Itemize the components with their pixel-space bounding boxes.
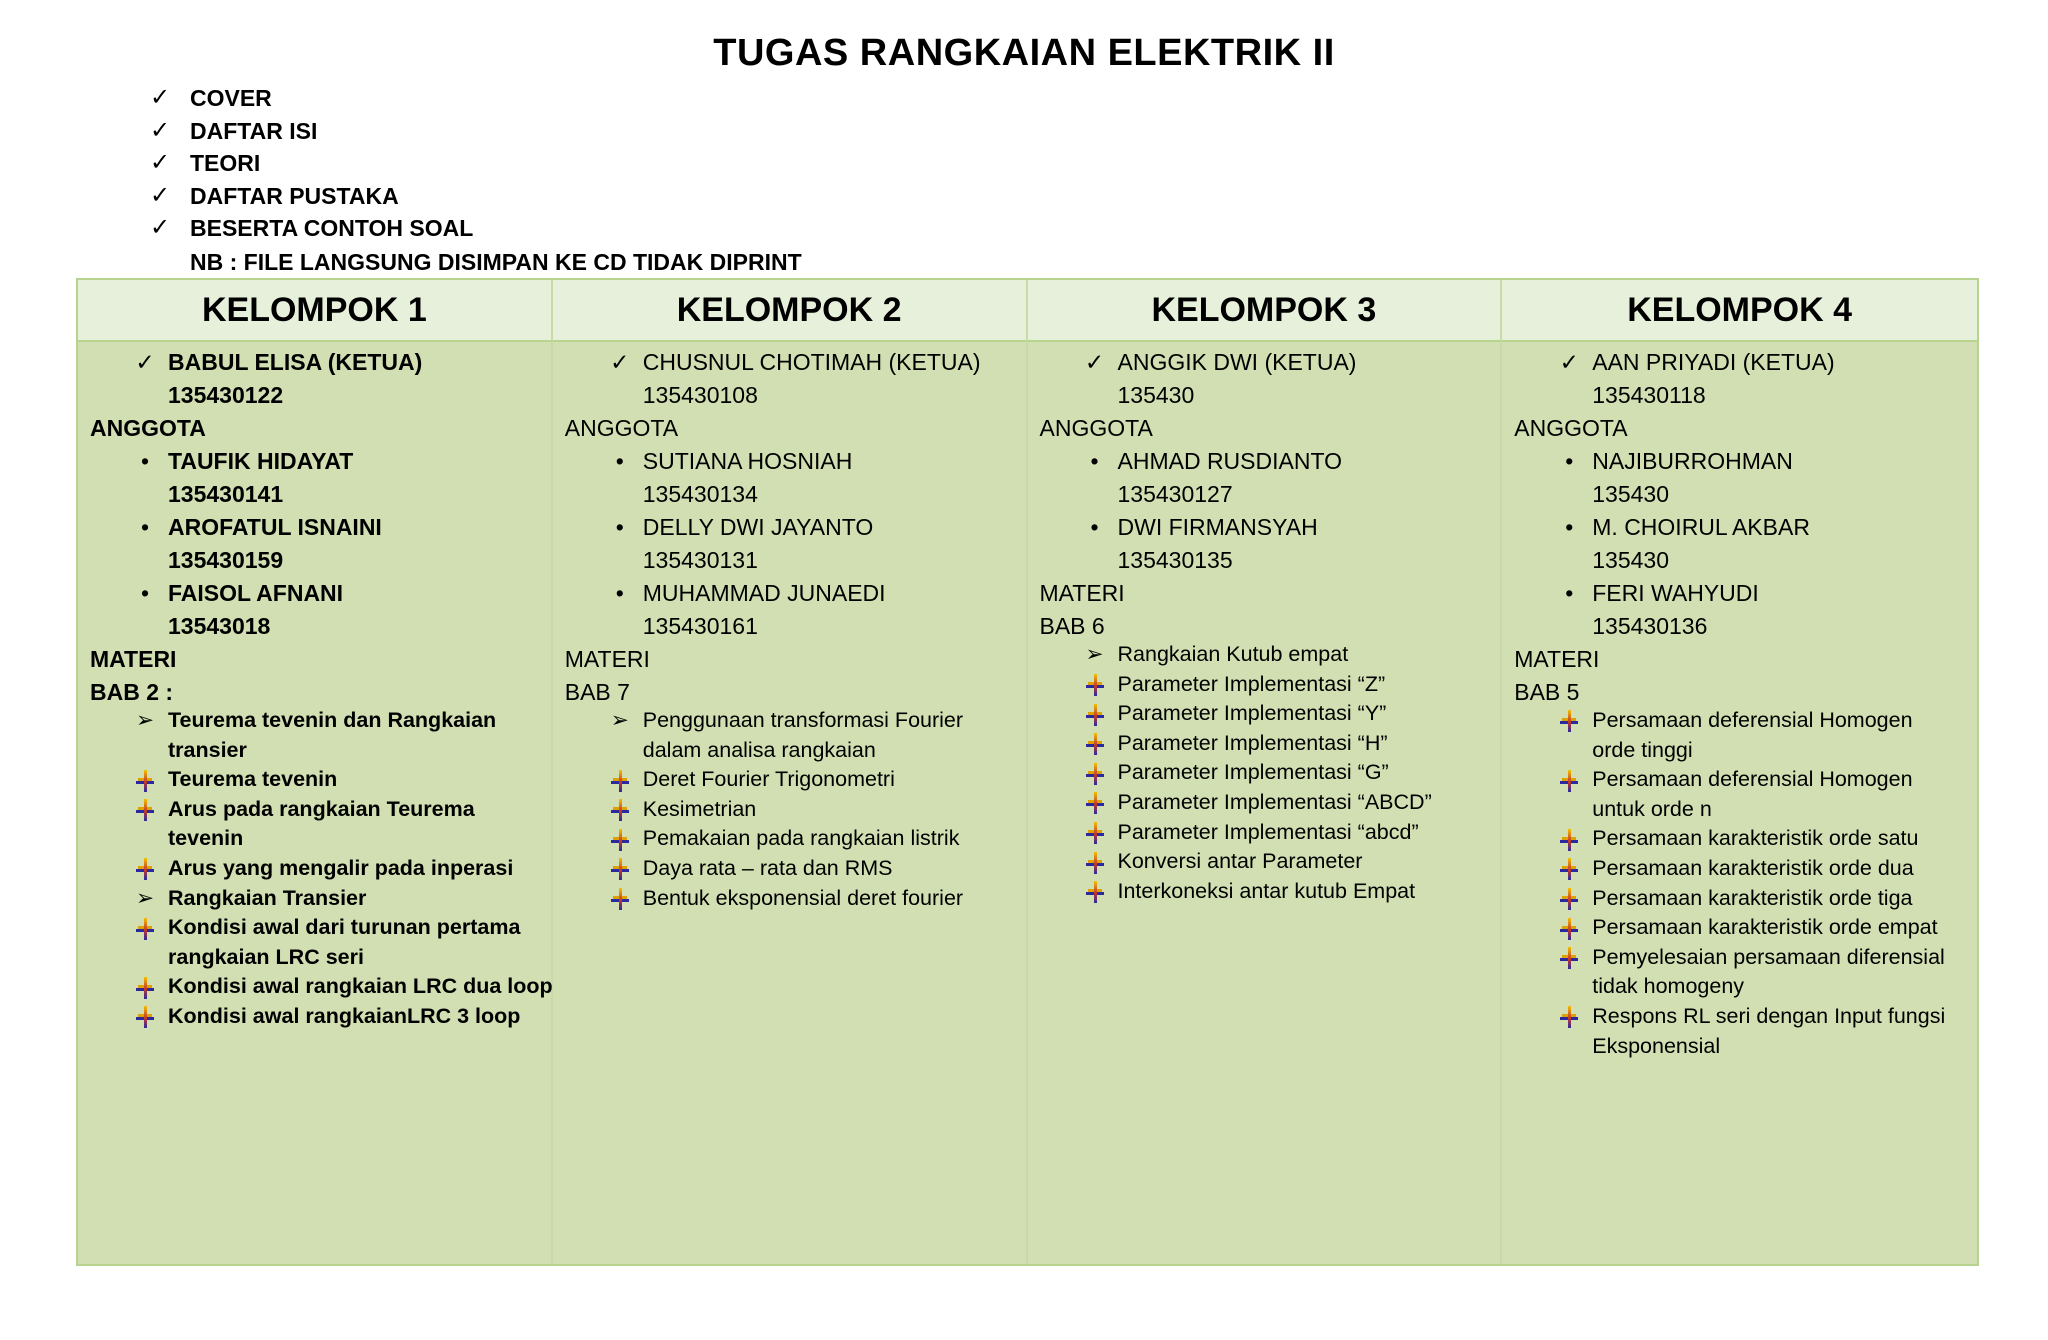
topic-line xyxy=(1502,706,1977,736)
topic-text: Interkoneksi antar kutub Empat xyxy=(1117,878,1416,903)
topic-line xyxy=(1502,824,1977,854)
bullet-icon: • xyxy=(1565,580,1574,606)
topic-text: Rangkaian Transier xyxy=(168,885,367,910)
member-nim: 135430 xyxy=(1592,481,1669,507)
topic-text: untuk orde n xyxy=(1592,796,1712,821)
topic-text: Kondisi awal rangkaianLRC 3 loop xyxy=(168,1004,521,1028)
member-name: AHMAD RUSDIANTO xyxy=(1117,448,1342,474)
topic-text: Parameter Implementasi “Y” xyxy=(1117,701,1387,726)
member-nim: 135430131 xyxy=(642,547,758,573)
member-item xyxy=(1502,511,1977,543)
topic-text: Pemyelesaian persamaan diferensial xyxy=(1592,944,1945,969)
topic-text: Persamaan deferensial Homogen xyxy=(1592,708,1913,732)
plus-bullet-marker xyxy=(130,1002,160,1032)
topic-line xyxy=(1502,1002,1977,1032)
topic-text: Konversi antar Parameter xyxy=(1117,849,1363,874)
member-name: FAISOL AFNANI xyxy=(168,580,344,606)
plus-bullet-icon xyxy=(1086,852,1104,874)
group-table xyxy=(76,278,1979,1266)
topic-line xyxy=(1028,640,1501,670)
document-title: TUGAS RANGKAIAN ELEKTRIK II xyxy=(713,32,1335,74)
section-label: ANGGOTA xyxy=(1039,415,1153,441)
ketua-nim: 135430118 xyxy=(1592,382,1706,408)
materi-label xyxy=(1028,577,1501,609)
bab-label xyxy=(553,676,1026,708)
ketua-line xyxy=(78,346,551,378)
member-nim-line xyxy=(553,544,1026,576)
topic-line xyxy=(553,795,1026,825)
member-item xyxy=(1028,511,1501,543)
checklist-label: COVER xyxy=(190,85,272,111)
topic-text: Parameter Implementasi “Z” xyxy=(1117,671,1386,696)
member-nim: 135430159 xyxy=(168,547,284,573)
topic-text: Persamaan karakteristik orde tiga xyxy=(1592,885,1913,910)
topic-line xyxy=(1028,847,1501,877)
topic-line xyxy=(553,736,1026,766)
member-nim-line xyxy=(78,544,551,576)
topic-text: tevenin xyxy=(168,826,244,851)
member-name: AROFATUL ISNAINI xyxy=(168,514,382,540)
topic-text: Teurema tevenin dan Rangkaian xyxy=(168,708,497,732)
plus-bullet-icon xyxy=(1560,858,1578,880)
topic-text: dalam analisa rangkaian xyxy=(642,737,876,762)
member-nim: 135430161 xyxy=(642,613,758,639)
topic-line xyxy=(78,972,551,1002)
ketua-name: CHUSNUL CHOTIMAH (KETUA) xyxy=(642,349,981,375)
plus-bullet-marker xyxy=(130,854,160,884)
topic-line xyxy=(1028,818,1501,848)
materi-label xyxy=(553,643,1026,675)
member-nim-line xyxy=(1502,610,1977,642)
topic-line xyxy=(78,943,551,973)
group-header-3: KELOMPOK 3 xyxy=(1028,280,1503,342)
bullet-icon: • xyxy=(1565,514,1574,540)
plus-bullet-icon xyxy=(611,858,629,880)
topic-text: Pemakaian pada rangkaian listrik xyxy=(642,826,960,851)
arrow-bullet-icon: ➢ xyxy=(135,885,154,910)
member-nim-line xyxy=(1502,478,1977,510)
member-nim: 135430135 xyxy=(1117,547,1233,573)
topic-line xyxy=(1502,795,1977,825)
plus-bullet-icon xyxy=(1086,763,1104,785)
checkmark-icon: ✓ xyxy=(150,84,171,111)
plus-bullet-marker xyxy=(130,972,160,1002)
member-name: SUTIANA HOSNIAH xyxy=(642,448,853,474)
topic-line xyxy=(1502,1032,1977,1062)
topic-text: Respons RL seri dengan Input fungsi xyxy=(1592,1004,1946,1028)
bullet-icon: • xyxy=(615,448,624,474)
member-name: DELLY DWI JAYANTO xyxy=(642,514,874,540)
section-label: MATERI xyxy=(564,646,650,672)
group-column-4 xyxy=(1502,342,1977,1264)
ketua-nim: 135430122 xyxy=(168,382,284,408)
checklist-item xyxy=(150,212,473,245)
topic-line xyxy=(1502,943,1977,973)
section-label: MATERI xyxy=(1039,580,1125,606)
section-label: MATERI xyxy=(1514,646,1600,672)
plus-bullet-marker xyxy=(130,913,160,943)
member-nim: 135430134 xyxy=(642,481,758,507)
member-name: NAJIBURROHMAN xyxy=(1592,448,1793,474)
member-item xyxy=(78,445,551,477)
topic-line xyxy=(553,765,1026,795)
topic-text: rangkaian LRC seri xyxy=(168,944,364,969)
member-item xyxy=(78,511,551,543)
member-nim-line xyxy=(1502,544,1977,576)
plus-bullet-marker xyxy=(1080,877,1110,907)
bab-text: BAB 5 xyxy=(1514,679,1580,705)
plus-bullet-icon xyxy=(1560,829,1578,851)
plus-bullet-icon xyxy=(1560,1006,1578,1028)
plus-bullet-marker xyxy=(605,884,635,914)
plus-bullet-icon xyxy=(611,770,629,792)
group-header-2: KELOMPOK 2 xyxy=(553,280,1028,342)
ketua-name: BABUL ELISA (KETUA) xyxy=(168,349,423,375)
plus-bullet-icon xyxy=(136,918,154,940)
anggota-label xyxy=(1502,412,1977,444)
member-nim: 135430141 xyxy=(168,481,284,507)
plus-bullet-marker xyxy=(605,795,635,825)
checklist-label: BESERTA CONTOH SOAL xyxy=(190,215,474,242)
topic-text: Parameter Implementasi “ABCD” xyxy=(1117,790,1432,814)
bullet-icon: • xyxy=(1090,448,1099,474)
ketua-nim-line xyxy=(78,379,551,411)
member-nim: 135430 xyxy=(1592,547,1669,573)
member-nim-line xyxy=(1028,478,1501,510)
checklist-item xyxy=(150,115,473,148)
plus-bullet-icon xyxy=(1086,822,1104,844)
group-header-1: KELOMPOK 1 xyxy=(78,280,553,342)
plus-bullet-icon xyxy=(1560,947,1578,969)
group-column-1 xyxy=(78,342,553,1264)
plus-bullet-icon xyxy=(611,829,629,851)
topic-line xyxy=(1028,670,1501,700)
ketua-line xyxy=(1502,346,1977,378)
topic-line xyxy=(1502,765,1977,795)
bullet-icon: • xyxy=(615,514,624,540)
materi-label xyxy=(78,643,551,675)
bab-text: BAB 2 : xyxy=(90,679,174,705)
group-column-3 xyxy=(1028,342,1503,1264)
checklist-label: DAFTAR PUSTAKA xyxy=(190,182,399,209)
topic-text: Kesimetrian xyxy=(642,796,757,821)
member-nim-line xyxy=(78,478,551,510)
task-checklist xyxy=(150,82,473,245)
topic-text: Kondisi awal rangkaian LRC dua loop xyxy=(168,974,553,999)
topic-line xyxy=(1502,913,1977,943)
topic-line xyxy=(78,736,551,766)
ketua-line xyxy=(1028,346,1501,378)
topic-line xyxy=(1028,788,1501,818)
topic-text: Persamaan karakteristik orde satu xyxy=(1592,826,1919,851)
ketua-nim-line xyxy=(553,379,1026,411)
checkmark-icon: ✓ xyxy=(150,149,171,177)
plus-bullet-marker xyxy=(605,824,635,854)
topic-text: orde tinggi xyxy=(1592,737,1693,762)
topic-line xyxy=(553,854,1026,884)
section-label: ANGGOTA xyxy=(1514,415,1628,441)
member-item xyxy=(553,511,1026,543)
bullet-icon: • xyxy=(140,514,150,540)
checkmark-icon: ✓ xyxy=(150,181,171,209)
plus-bullet-marker xyxy=(1554,824,1584,854)
plus-bullet-icon xyxy=(136,858,154,880)
bullet-icon: • xyxy=(1090,514,1099,540)
bullet-icon: • xyxy=(140,580,150,606)
note-text: NB : FILE LANGSUNG DISIMPAN KE CD TIDAK DIPRINT xyxy=(190,249,802,275)
arrow-bullet-icon: ➢ xyxy=(610,708,629,732)
plus-bullet-marker xyxy=(605,765,635,795)
topic-text: Daya rata – rata dan RMS xyxy=(642,856,893,880)
member-item xyxy=(1502,577,1977,609)
member-name: MUHAMMAD JUNAEDI xyxy=(642,580,886,606)
checkmark-icon: ✓ xyxy=(1559,349,1579,375)
plus-bullet-marker xyxy=(1080,818,1110,848)
plus-bullet-marker xyxy=(130,795,160,825)
member-nim-line xyxy=(553,610,1026,642)
plus-bullet-icon xyxy=(136,770,154,792)
ketua-line xyxy=(553,346,1026,378)
topic-line xyxy=(78,1002,551,1032)
plus-bullet-marker xyxy=(605,854,635,884)
plus-bullet-icon xyxy=(1560,918,1578,940)
topic-line xyxy=(78,765,551,795)
topic-text: Parameter Implementasi “G” xyxy=(1117,760,1389,785)
topic-line xyxy=(78,913,551,943)
section-label: MATERI xyxy=(90,646,177,672)
checkmark-icon: ✓ xyxy=(150,214,171,242)
bullet-icon: • xyxy=(1565,448,1574,474)
member-name: DWI FIRMANSYAH xyxy=(1117,514,1318,540)
checkmark-icon: ✓ xyxy=(135,349,155,375)
plus-bullet-icon xyxy=(136,1006,154,1028)
plus-bullet-marker xyxy=(1554,765,1584,795)
topic-line xyxy=(78,795,551,825)
group-column-2 xyxy=(553,342,1028,1264)
plus-bullet-marker xyxy=(1554,1002,1584,1032)
member-name: M. CHOIRUL AKBAR xyxy=(1592,514,1810,540)
topic-text: Deret Fourier Trigonometri xyxy=(642,767,895,792)
plus-bullet-marker xyxy=(1080,699,1110,729)
topic-line xyxy=(1028,877,1501,907)
bullet-icon: • xyxy=(615,580,624,606)
plus-bullet-icon xyxy=(1086,704,1104,726)
ketua-nim-line xyxy=(1502,379,1977,411)
bab-text: BAB 6 xyxy=(1039,613,1105,639)
topic-text: Arus yang mengalir pada inperasi xyxy=(168,856,514,880)
group-header-4: KELOMPOK 4 xyxy=(1502,280,1977,342)
plus-bullet-icon xyxy=(1086,792,1104,814)
topic-line xyxy=(553,824,1026,854)
topic-text: Rangkaian Kutub empat xyxy=(1117,642,1349,666)
plus-bullet-marker xyxy=(1554,706,1584,736)
member-nim-line xyxy=(1028,544,1501,576)
topic-text: Teurema tevenin xyxy=(168,767,338,792)
anggota-label xyxy=(1028,412,1501,444)
checklist-item xyxy=(150,82,473,115)
plus-bullet-marker xyxy=(1080,847,1110,877)
anggota-label xyxy=(553,412,1026,444)
plus-bullet-icon xyxy=(1560,888,1578,910)
plus-bullet-marker xyxy=(1080,670,1110,700)
topic-line xyxy=(1502,884,1977,914)
topic-text: Penggunaan transformasi Fourier xyxy=(642,708,964,732)
ketua-name: ANGGIK DWI (KETUA) xyxy=(1117,349,1357,375)
member-name: FERI WAHYUDI xyxy=(1592,580,1759,606)
bab-label xyxy=(1028,610,1501,642)
topic-text: Parameter Implementasi “H” xyxy=(1117,730,1388,755)
plus-bullet-icon xyxy=(611,888,629,910)
plus-bullet-icon xyxy=(1086,881,1104,903)
ketua-nim-line xyxy=(1028,379,1501,411)
plus-bullet-icon xyxy=(1560,770,1578,792)
topic-line xyxy=(1028,729,1501,759)
topic-line xyxy=(1502,972,1977,1002)
plus-bullet-icon xyxy=(136,977,154,999)
checklist-item xyxy=(150,180,473,213)
plus-bullet-marker xyxy=(1554,854,1584,884)
plus-bullet-icon xyxy=(136,799,154,821)
plus-bullet-marker xyxy=(1080,788,1110,818)
topic-line xyxy=(1028,699,1501,729)
member-item xyxy=(1502,445,1977,477)
topic-text: Persamaan karakteristik orde dua xyxy=(1592,856,1914,880)
section-label: ANGGOTA xyxy=(90,415,206,441)
plus-bullet-icon xyxy=(611,799,629,821)
plus-bullet-icon xyxy=(1560,710,1578,732)
topic-line xyxy=(1502,854,1977,884)
topic-text: Persamaan deferensial Homogen xyxy=(1592,767,1913,792)
materi-label xyxy=(1502,643,1977,675)
member-item xyxy=(78,577,551,609)
topic-text: Persamaan karakteristik orde empat xyxy=(1592,915,1938,940)
checklist-label: TEORI xyxy=(190,150,261,177)
topic-text: Eksponensial xyxy=(1592,1033,1721,1058)
member-nim-line xyxy=(78,610,551,642)
plus-bullet-marker xyxy=(1554,913,1584,943)
member-nim: 135430136 xyxy=(1592,613,1708,639)
member-nim: 135430127 xyxy=(1117,481,1233,507)
checkmark-icon: ✓ xyxy=(1084,349,1105,375)
plus-bullet-marker xyxy=(130,765,160,795)
member-item xyxy=(553,577,1026,609)
plus-bullet-marker xyxy=(1554,884,1584,914)
topic-text: Parameter Implementasi “abcd” xyxy=(1117,819,1419,844)
plus-bullet-marker xyxy=(1554,943,1584,973)
member-item xyxy=(553,445,1026,477)
checkmark-icon: ✓ xyxy=(610,349,630,375)
member-item xyxy=(1028,445,1501,477)
checklist-label: DAFTAR ISI xyxy=(190,117,318,144)
arrow-bullet-icon: ➢ xyxy=(135,708,154,732)
bab-text: BAB 7 xyxy=(564,679,630,705)
member-nim-line xyxy=(553,478,1026,510)
bab-label xyxy=(78,676,551,708)
ketua-nim: 135430108 xyxy=(642,382,758,408)
topic-line xyxy=(78,706,551,736)
plus-bullet-icon xyxy=(1086,674,1104,696)
checklist-item xyxy=(150,147,473,180)
topic-line xyxy=(553,706,1026,736)
topic-text: Arus pada rangkaian Teurema xyxy=(168,796,475,821)
topic-line xyxy=(78,854,551,884)
plus-bullet-marker xyxy=(1080,758,1110,788)
section-label: ANGGOTA xyxy=(564,415,679,441)
bullet-icon: • xyxy=(140,448,150,474)
topic-line xyxy=(1502,736,1977,766)
plus-bullet-marker xyxy=(1080,729,1110,759)
member-nim: 13543018 xyxy=(168,613,271,639)
topic-line xyxy=(1028,758,1501,788)
arrow-bullet-icon: ➢ xyxy=(1085,642,1104,666)
topic-text: Kondisi awal dari turunan pertama xyxy=(168,915,521,940)
anggota-label xyxy=(78,412,551,444)
topic-line xyxy=(78,884,551,914)
topic-text: transier xyxy=(168,737,247,762)
topic-text: tidak homogeny xyxy=(1592,974,1745,999)
bab-label xyxy=(1502,676,1977,708)
topic-line xyxy=(553,884,1026,914)
plus-bullet-icon xyxy=(1086,733,1104,755)
ketua-name: AAN PRIYADI (KETUA) xyxy=(1592,349,1835,375)
member-name: TAUFIK HIDAYAT xyxy=(168,448,354,474)
topic-text: Bentuk eksponensial deret fourier xyxy=(642,885,964,910)
topic-line xyxy=(78,824,551,854)
checkmark-icon: ✓ xyxy=(150,116,171,144)
ketua-nim: 135430 xyxy=(1117,382,1195,408)
